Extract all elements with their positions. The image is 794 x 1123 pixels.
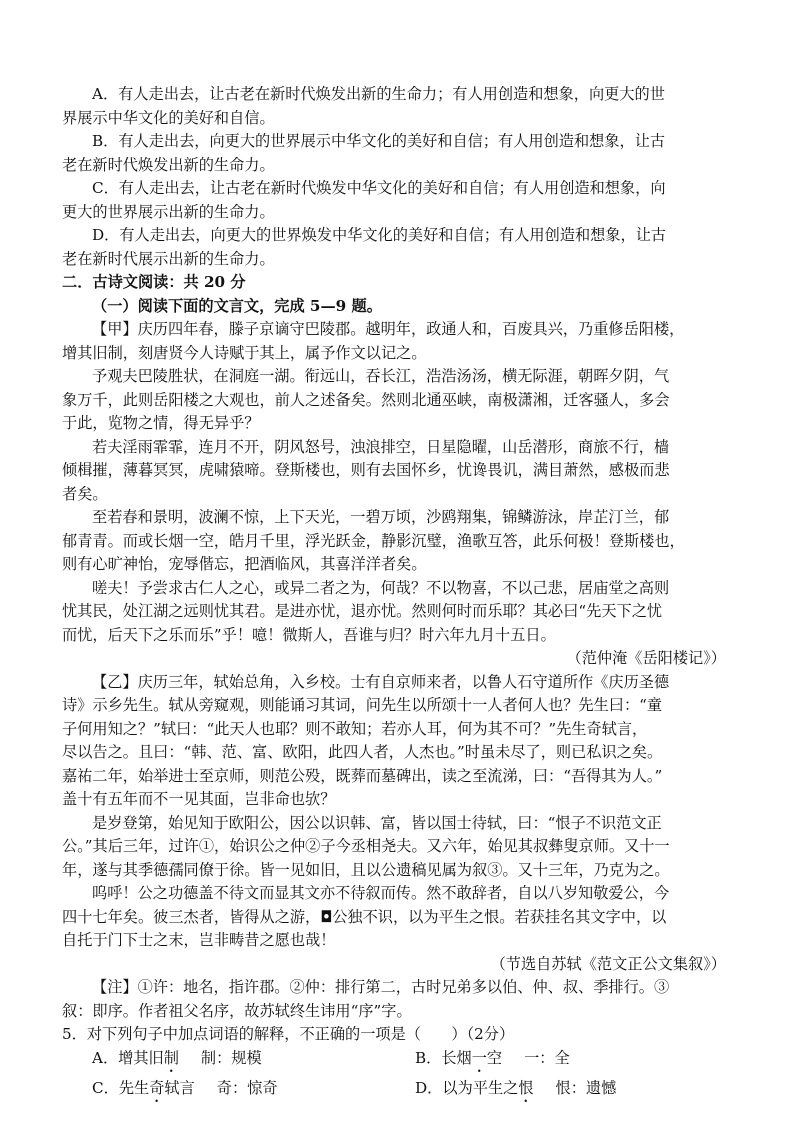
- answer-options-q4: [62, 84, 738, 272]
- option-a-line-1: A．有人走出去，让古老在新时代焕发出新的生命力；有人用创造和想象，向更大的世: [92, 85, 665, 103]
- passage-line: 年，遂与其季德孺同僚于徐。皆一见如旧，且以公遗稿见属为叙③。又十三年，乃克为之。: [62, 860, 670, 879]
- passage-line: 是岁登第，始见知于欧阳公，因公以识韩、富，皆以国士待轼，曰：“恨子不识范文正: [92, 813, 662, 832]
- passage-line: 而忧，后天下之乐而乐”乎！噫！微斯人，吾谁与归？时六年九月十五日。: [62, 625, 556, 644]
- passage-line: 忧其民，处江湖之远则忧其君。是进亦忧，退亦忧。然则何时而乐耶？其必曰“先天下之忧: [62, 602, 663, 620]
- option-letter: B．: [415, 1048, 442, 1067]
- passage-line: 盖十有五年而不一见其面，岂非命也欤？: [62, 790, 336, 808]
- passage-line: 于此，览物之情，得无异乎？: [62, 414, 260, 432]
- option-letter: D．: [415, 1078, 443, 1097]
- passage-line: 嗟夫！予尝求古仁人之心，或异二者之为，何哉？不以物喜，不以己悲，居庙堂之高则: [92, 578, 670, 597]
- option-text-pre: 以为平生之: [442, 1078, 519, 1097]
- option-b-line-1: B．有人走出去，向更大的世界展示中华文化的美好和自信；有人用创造和想象，让古: [92, 132, 666, 150]
- option-a[interactable]: [92, 1048, 415, 1078]
- option-gloss: 一：全: [524, 1048, 570, 1067]
- passage-jia: [62, 319, 738, 672]
- question-5: [62, 1024, 738, 1108]
- passage-line: 公。”其后三年，过许①，始识公之仲②子今丞相尧夫。又六年，始见其叔彝叟京师。又十一: [62, 837, 670, 855]
- passage-line: 者矣。: [62, 484, 108, 503]
- passage-line: 呜呼！公之功德盖不待文而显其文亦不待叙而传。然不敢辞者，自以八岁知敬爱公，今: [92, 884, 670, 902]
- option-text-post: 轼言: [164, 1078, 195, 1097]
- footnote-line: 【注】①许：地名，指许郡。②仲：排行第二，古时兄弟多以伯、仲、叔、季排行。③: [92, 978, 670, 996]
- passage-line: 【甲】庆历四年春，滕子京谪守巴陵郡。越明年，政通人和，百废具兴，乃重修岳阳楼，: [92, 320, 685, 338]
- passage-line: 尽以告之。且曰：“韩、范、富、欧阳，此四人者，人杰也。”时虽未尽了，则已私识之矣。: [62, 743, 663, 761]
- option-a-line-2: 界展示中华文化的美好和自信。: [62, 108, 275, 127]
- option-text-pre: 先生: [118, 1078, 150, 1097]
- option-c-line-2: 更大的世界展示出新的生命力。: [62, 202, 275, 221]
- option-row: [62, 1048, 738, 1078]
- dotted-word: 恨: [518, 1078, 534, 1097]
- passage-line: 郁青青。而或长烟一空，皓月千里，浮光跃金，静影沉璧，渔歌互答，此乐何极！登斯楼也，: [62, 531, 685, 550]
- option-text-pre: 增其旧: [118, 1048, 164, 1067]
- option-d[interactable]: [415, 1078, 738, 1108]
- passage-line: 予观夫巴陵胜状，在洞庭一湖。衔远山，吞长江，浩浩汤汤，横无际涯，朝晖夕阴，气: [92, 367, 670, 385]
- passage-yi: [62, 672, 738, 978]
- question-stem: 5．对下列句子中加点词语的解释，不正确的一项是（ ）（2分）: [62, 1025, 515, 1043]
- option-letter: C．: [92, 1078, 119, 1097]
- passage-source: （节选自苏轼《范文正公文集叙》）: [490, 954, 726, 973]
- dotted-word: 奇: [149, 1078, 165, 1097]
- passage-line: 子何用知之？”轼曰：“此天人也耶？则不敢知；若亦人耳，何为其不可？”先生奇轼言，: [62, 719, 648, 738]
- option-letter: A．: [92, 1048, 119, 1067]
- dotted-word: 一: [471, 1048, 487, 1067]
- passage-line: 嘉祐二年，始举进士至京师，则范公殁，既葬而墓碑出，读之至流涕，曰：“吾得其为人。”: [62, 766, 663, 785]
- passage-line: 若夫淫雨霏霏，连月不开，阴风怒号，浊浪排空，日星隐曜，山岳潜形，商旅不行，樯: [92, 437, 670, 456]
- passage-line: 【乙】庆历三年，轼始总角，入乡校。士有自京师来者，以鲁人石守道所作《庆历圣德: [92, 672, 670, 691]
- footnote-line: 叙：即序。作者祖父名序，故苏轼终生讳用“序”字。: [62, 1001, 412, 1020]
- section-subheading: （一）阅读下面的文言文，完成 5—9 题。: [92, 296, 382, 315]
- passage-line: 倾楫摧，薄暮冥冥，虎啸猿啼。登斯楼也，则有去国怀乡，忧谗畏讥，满目萧然，感极而悲: [62, 461, 670, 479]
- passage-line: 则有心旷神怡，宠辱偕忘，把酒临风，其喜洋洋者矣。: [62, 555, 427, 573]
- passage-line: 至若春和景明，波澜不惊，上下天光，一碧万顷，沙鸥翔集，锦鳞游泳，岸芷汀兰，郁: [92, 508, 670, 526]
- option-d-line-2: 老在新时代展示出新的生命力。: [62, 249, 275, 268]
- option-d-line-1: D．有人走出去，向更大的世界焕发中华文化的美好和自信；有人用创造和想象，让古: [92, 226, 667, 244]
- option-gloss: 制：规模: [200, 1048, 262, 1067]
- passage-source: （范仲淹《岳阳楼记》）: [566, 649, 726, 667]
- option-text-post: 空: [486, 1048, 503, 1067]
- passage-line: 诗》示乡先生。轼从旁窥观，则能诵习其词，问先生以所颂十一人者何人也？先生曰：“童: [62, 696, 663, 714]
- option-text-pre: 长烟: [441, 1048, 472, 1067]
- option-row: [62, 1078, 738, 1108]
- option-b-line-2: 老在新时代焕发出新的生命力。: [62, 155, 275, 174]
- section-heading: 二．古诗文阅读：共 20 分: [62, 273, 246, 291]
- passage-line: 象万千，此则岳阳楼之大观也，前人之述备矣。然则北通巫峡，南极潇湘，迁客骚人，多会: [62, 390, 670, 409]
- option-c-line-1: C．有人走出去，让古老在新时代焕发中华文化的美好和自信；有人用创造和想象，向: [92, 179, 666, 197]
- passage-line: 增其旧制，刻唐贤今人诗赋于其上，属予作文以记之。: [62, 343, 427, 362]
- page-text: [62, 84, 738, 1108]
- option-gloss: 奇：惊奇: [216, 1078, 278, 1097]
- passage-line: 自托于门下士之末，岂非畴昔之愿也哉！: [62, 931, 336, 949]
- option-b[interactable]: [415, 1048, 738, 1078]
- footnotes: [62, 977, 738, 1024]
- dotted-word: 制: [163, 1048, 179, 1067]
- option-gloss: 恨：遗憾: [555, 1078, 617, 1097]
- option-c[interactable]: [92, 1078, 415, 1108]
- passage-line: 四十七年矣。彼三杰者，皆得从之游，◘公独不识，以为平生之恨。若获挂名其文字中，以: [62, 907, 667, 926]
